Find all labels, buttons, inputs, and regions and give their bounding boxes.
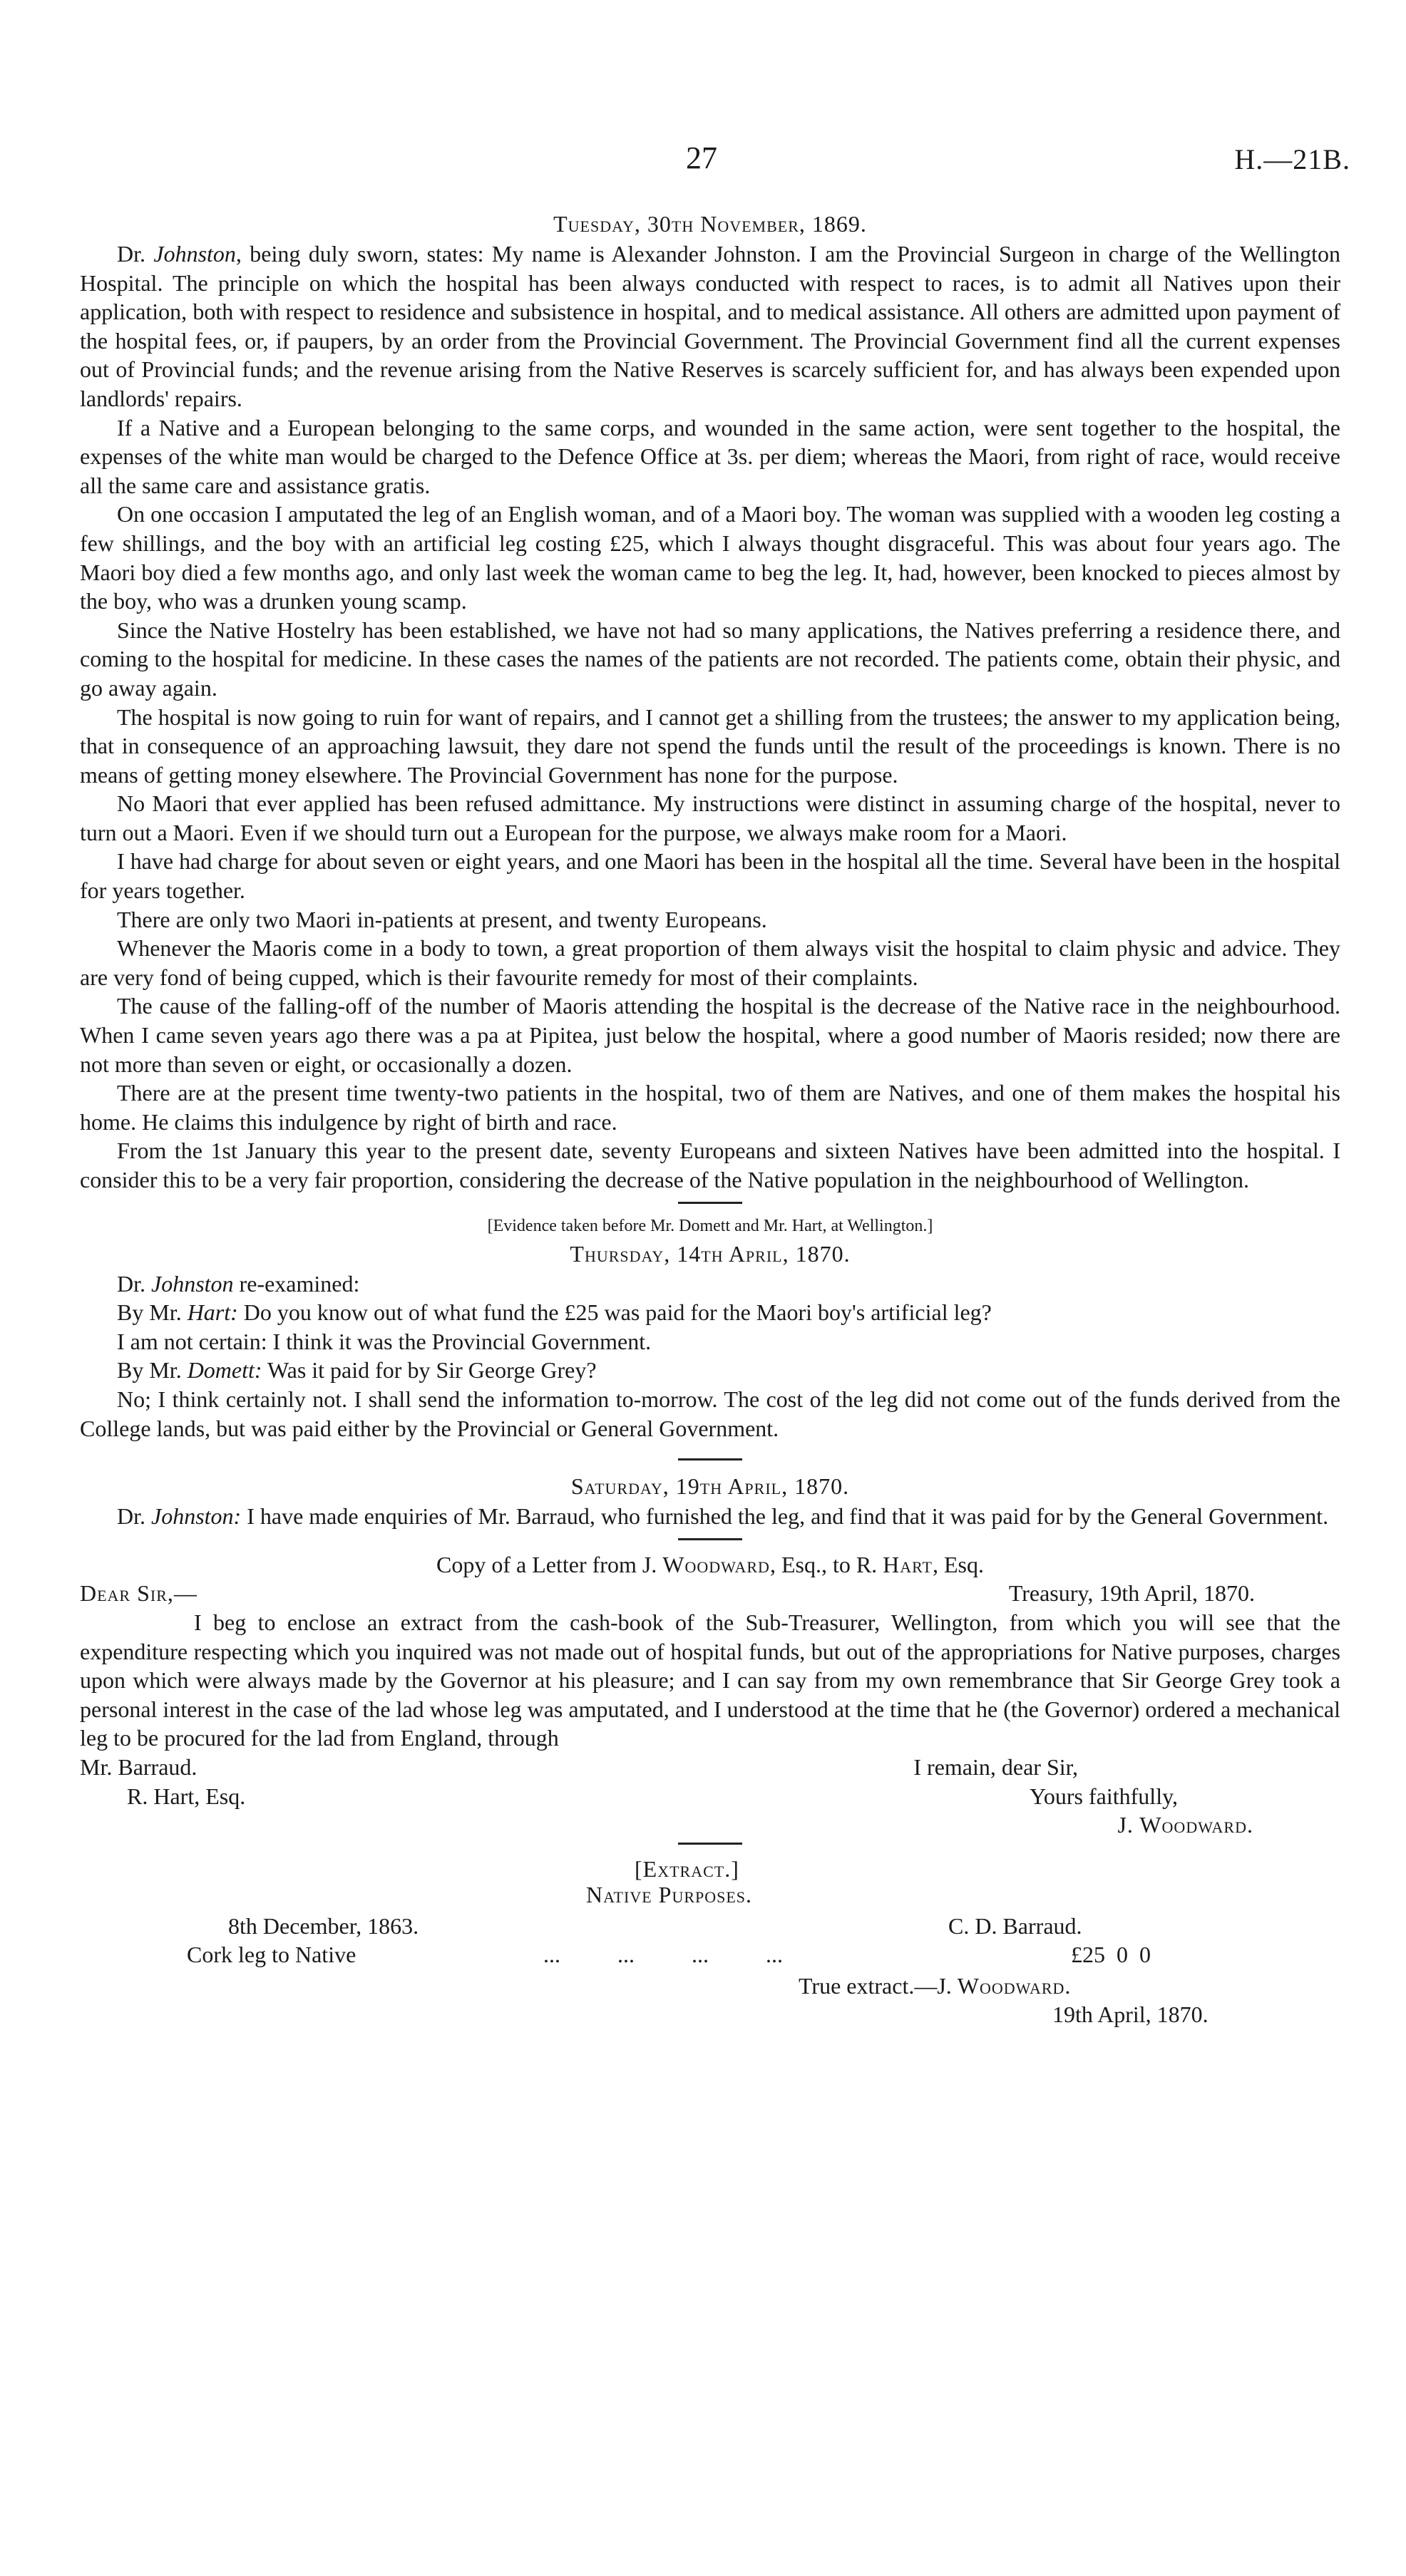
section-divider — [678, 1202, 742, 1204]
name-johnston: Johnston — [153, 241, 236, 267]
paragraph: There are only two Maori in-patients at present, and twenty Europeans. — [117, 906, 767, 932]
paragraph: No Maori that ever applied has been refused admittance. My instructions were distinct in assuming charge of the hospital, never to turn out a Maori. Even if we should turn out a European for the purpose, we always make room for a Maori. — [80, 790, 1340, 845]
section-date-1869: Tuesday, 30th November, 1869. — [553, 211, 867, 237]
extract-date: 8th December, 1863. — [228, 1912, 419, 1939]
paragraph: Whenever the Maoris come in a body to town, a great proportion of them always visit the hospital to claim physic and advice. They are very fond of being cupped, which is their favourite remedy for most of their complaints. — [80, 935, 1340, 990]
report-reference: H.—21B. — [1234, 143, 1350, 175]
letter-signature: J. Woodward. — [1117, 1812, 1253, 1838]
paragraph: From the 1st January this year to the present date, seventy Europeans and sixteen Natives have been admitted into the hospital. I consider this to be a very fair proportion, considering the decrease of the Native population in the neighbourhood of Wellington. — [80, 1138, 1340, 1192]
letter-header-row — [80, 1579, 1340, 1608]
letter-salutation: Dear Sir,— — [80, 1580, 197, 1607]
document-body — [80, 208, 1340, 2040]
letter-last-line: Mr. Barraud. — [80, 1753, 197, 1780]
paragraph: Dr. Johnston, being duly sworn, states: My name is Alexander Johnston. I am the Provincial Surgeon in charge of the Wellington Hospital. The principle on which the hospital has been always conducted with respect to races, is to admit all Natives upon their application, both with respect to residence and subsistence in hospital, and to medical assistance. All others are admitted upon payment of the hospital fees, or, if paupers, by an order from the Provincial Government. The Provincial Government find all the current expenses out of Provincial funds; and the revenue arising from the Native Reserves is scarcely sufficient for, and has always been expended upon landlords' repairs. — [80, 241, 1341, 411]
paragraph: I have had charge for about seven or eight years, and one Maori has been in the hospital all the time. Several have been in the hospital for years together. — [80, 848, 1340, 904]
section-divider — [678, 1458, 742, 1460]
section-divider — [678, 1538, 742, 1540]
paragraph: I am not certain: I think it was the Provincial Government. — [117, 1328, 652, 1354]
letter-addressee: R. Hart, Esq. — [127, 1783, 246, 1809]
paragraph: There are at the present time twenty-two patients in the hospital, two of them are Natives, and one of them makes the hospital his home. He claims this indulgence by right of birth and race. — [80, 1080, 1340, 1135]
extract-payee: C. D. Barraud. — [948, 1912, 1082, 1939]
extract-leaders: ... ... ... ... — [543, 1941, 783, 1967]
paragraph: If a Native and a European belonging to the same corps, and wounded in the same action, were sent together to the hospital, the expenses of the white man would be charged to the Defence Office at 3s. per diem; whereas the Maori, from right of race, would receive all the same care and assistance gratis. — [80, 414, 1340, 498]
paragraph: The cause of the falling-off of the number of Maoris attending the hospital is the decrease of the Native race in the neighbourhood. When I came seven years ago there was a pa at Pipitea, just below the hospital, where a good number of Maoris resided; now there are not more than seven or eight, or occasionally a dozen. — [80, 993, 1340, 1077]
paragraph: No; I think certainly not. I shall send the information to-morrow. The cost of the leg did not come out of the funds derived from the College lands, but was paid either by the Provincial or General Government. — [80, 1386, 1340, 1441]
paragraph: Dr. Johnston: I have made enquiries of Mr. Barraud, who furnished the leg, and find that it was paid for by the General Government. — [117, 1503, 1329, 1530]
letter-remain: I remain, dear Sir, — [913, 1753, 1078, 1780]
extract-amount: £25 0 0 — [1071, 1941, 1151, 1967]
page-number: 27 — [686, 140, 717, 175]
section-date-april-19: Saturday, 19th April, 1870. — [570, 1473, 850, 1500]
paragraph: By Mr. Domett: Was it paid for by Sir George Grey? — [117, 1357, 597, 1384]
section-date-april-14: Thursday, 14th April, 1870. — [570, 1240, 851, 1267]
extract-heading: Native Purposes. — [586, 1881, 753, 1907]
extract-attestation-date: 19th April, 1870. — [1052, 2001, 1209, 2027]
letter-yours: Yours faithfully, — [1029, 1783, 1178, 1809]
letter-place-date: Treasury, 19th April, 1870. — [1008, 1580, 1255, 1607]
paragraph: By Mr. Hart: Do you know out of what fund the £25 was paid for the Maori boy's artificial leg? — [117, 1299, 992, 1326]
section-divider — [678, 1843, 742, 1845]
extract-item: Cork leg to Native — [187, 1941, 356, 1967]
letter-title: Copy of a Letter from J. Woodward, Esq., to R. Hart, Esq. — [436, 1551, 984, 1577]
letter-body: I beg to enclose an extract from the cash-book of the Sub-Treasurer, Wellington, from which you will see that the expenditure respecting which you inquired was not made out of hospital funds, but out of the appropriations for Native purposes, charges upon which were always made by the Governor at his pleasure; and I can say from my own remembrance that Sir George Grey took a personal interest in the case of the lad whose leg was amputated, and I understood at the time that he (the Governor) ordered a mechanical leg to be procured for the lad from England, through — [80, 1609, 1340, 1751]
paragraph: Dr. Johnston re-examined: — [117, 1270, 360, 1297]
extract-block — [80, 1855, 1340, 2040]
extract-label: [Extract.] — [635, 1855, 739, 1882]
extract-attestation: True extract.—J. Woodward. — [799, 1972, 1072, 1999]
paragraph: Since the Native Hostelry has been established, we have not had so many applications, the Natives preferring a residence there, and coming to the hospital for medicine. In these cases the names of the patients are not recorded. The patients come, obtain their physic, and go away again. — [80, 617, 1340, 701]
paragraph: On one occasion I amputated the leg of an English woman, and of a Maori boy. The woman was supplied with a wooden leg costing a few shillings, and the boy with an artificial leg costing £25, which I always thought disgraceful. This was about four years ago. The Maori boy died a few months ago, and only last week the woman came to beg the leg. It, had, however, been knocked to pieces almost by the boy, who was a drunken young scamp. — [80, 501, 1340, 614]
paragraph: The hospital is now going to ruin for want of repairs, and I cannot get a shilling from the trustees; the answer to my application being, that in consequence of an approaching lawsuit, they dare not spend the funds until the result of the proceedings is known. There is no means of getting money elsewhere. The Provincial Government has none for the purpose. — [80, 704, 1340, 788]
letter-sign-row — [80, 1782, 1340, 1811]
letter-closing-row — [80, 1753, 1340, 1782]
evidence-note: [Evidence taken before Mr. Domett and Mr. Hart, at Wellington.] — [487, 1216, 933, 1235]
